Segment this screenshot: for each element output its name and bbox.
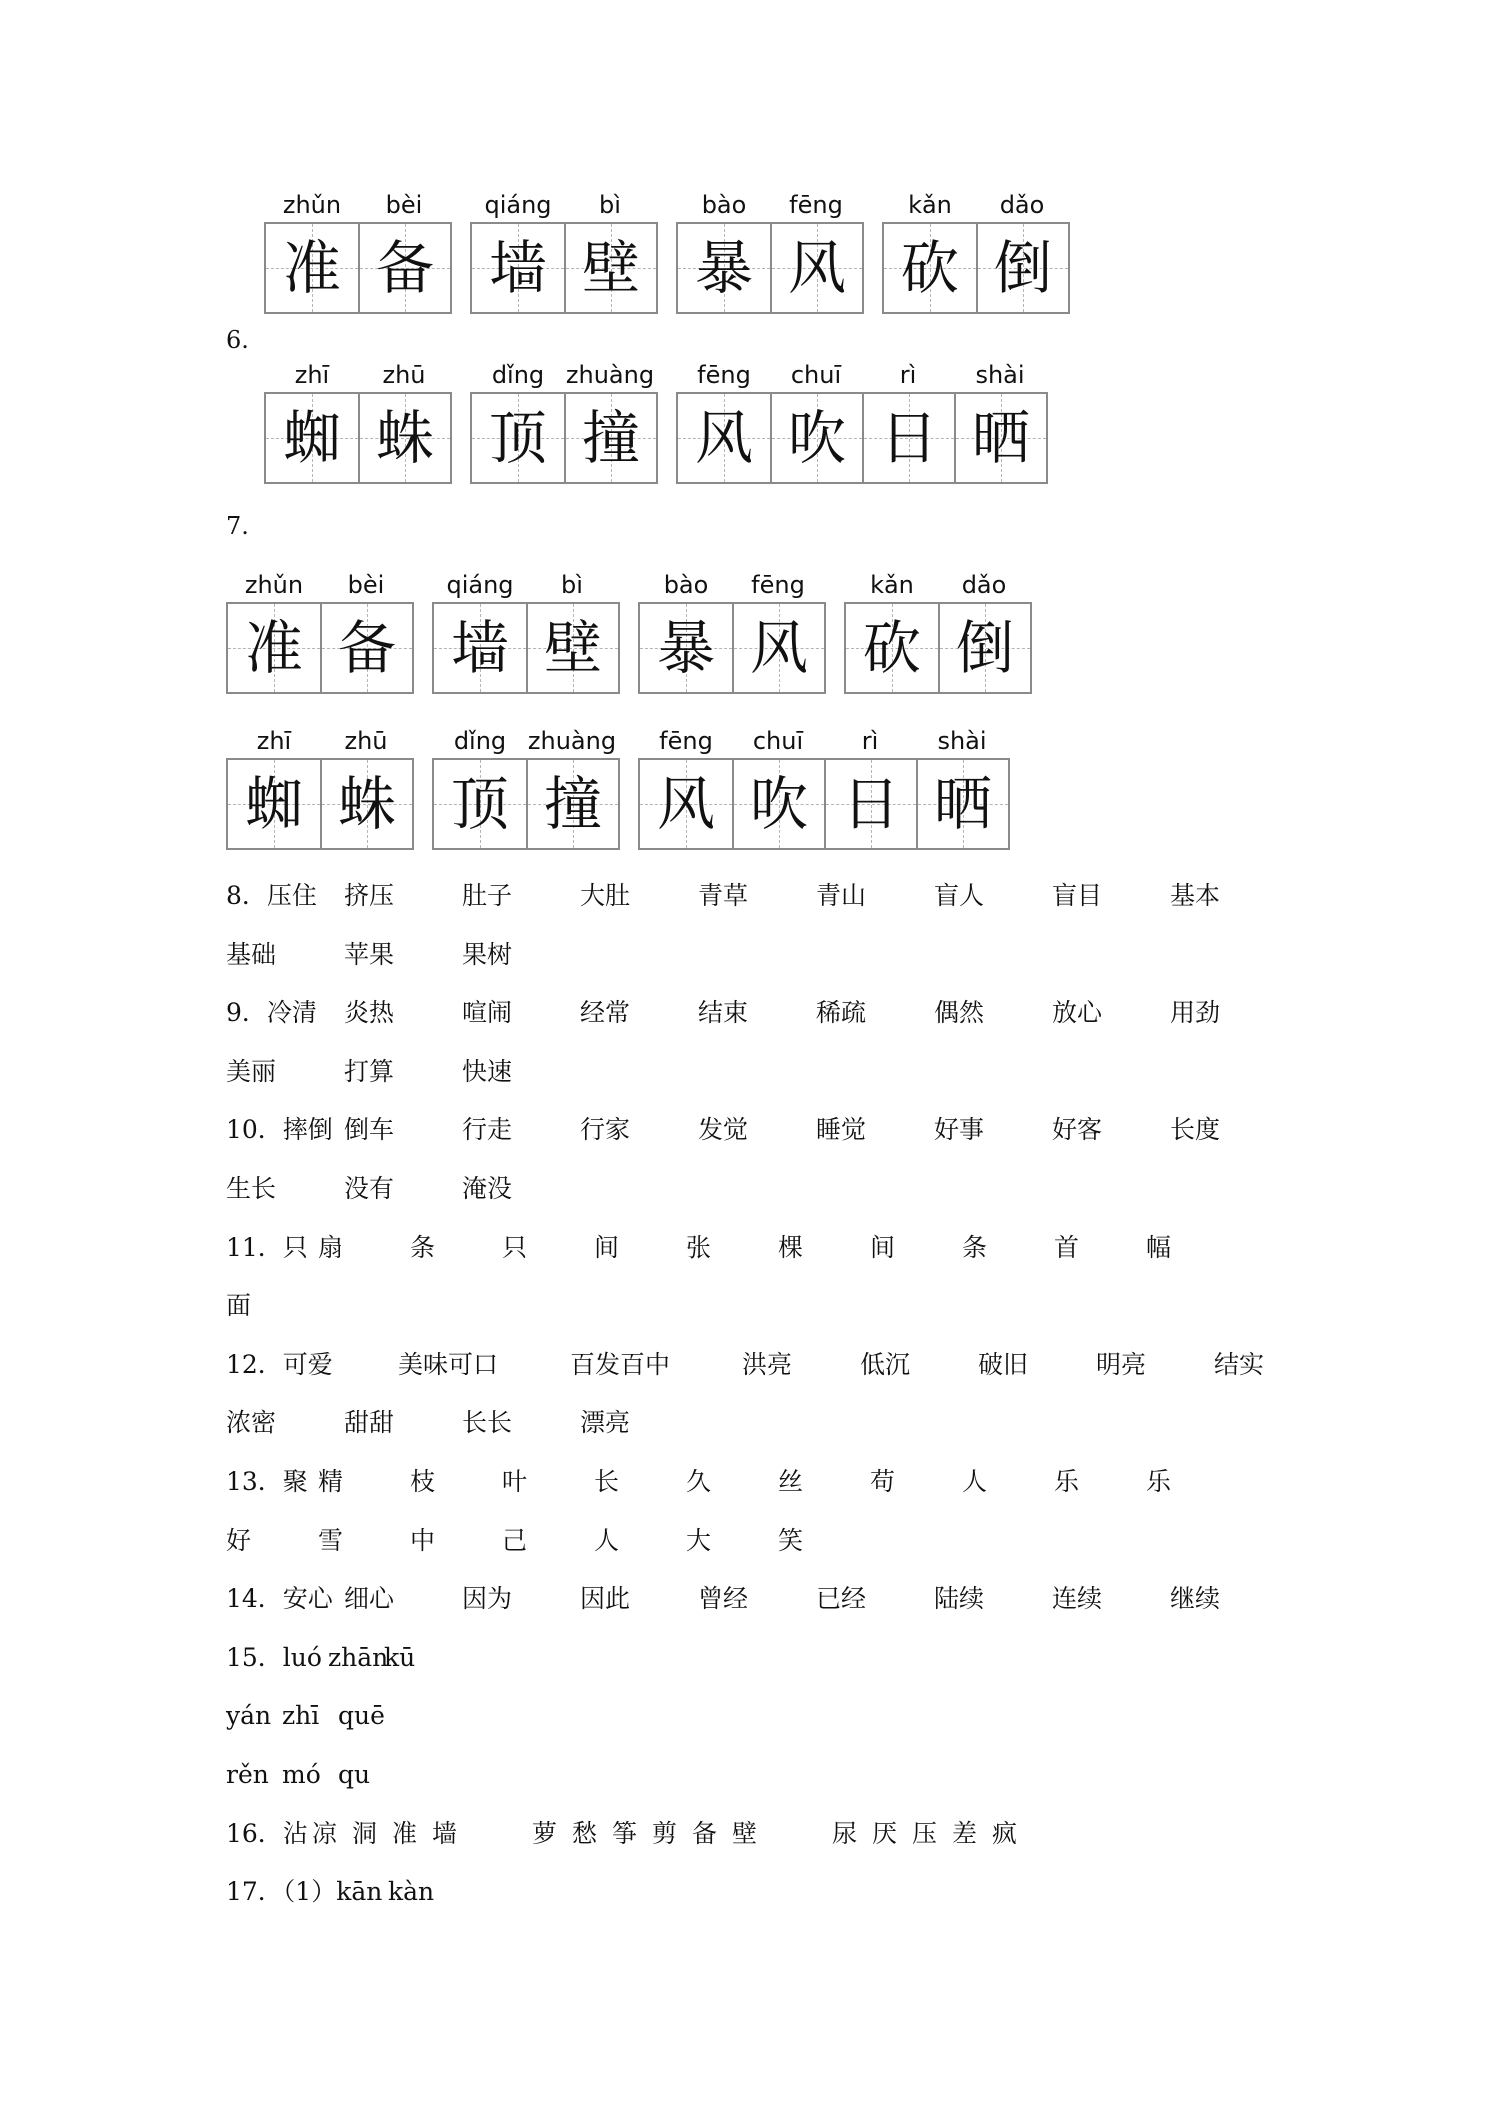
hanzi-char: 壁 xyxy=(581,234,640,302)
answer-item: zhān xyxy=(328,1643,389,1672)
answer-item: 快速 xyxy=(462,1057,513,1086)
pinyin-syllable: zhī xyxy=(256,727,292,755)
word-group xyxy=(264,360,452,516)
hanzi-char: 撞 xyxy=(543,770,602,838)
tianzige-box xyxy=(638,602,826,694)
answer-item: 愁 xyxy=(572,1819,598,1848)
answer-item: 12．可爱 xyxy=(226,1350,333,1379)
pinyin-syllable: shài xyxy=(975,361,1025,389)
answer-item: 明亮 xyxy=(1096,1350,1147,1379)
word-group xyxy=(470,360,658,516)
answer-item: 美味可口 xyxy=(398,1350,499,1379)
answer-item: 己 xyxy=(502,1526,528,1555)
tianzige-box xyxy=(638,758,1010,850)
answer-item: 幅 xyxy=(1146,1233,1172,1262)
hanzi-cell xyxy=(640,604,732,692)
hanzi-cell xyxy=(770,394,862,482)
pinyin-syllable: rì xyxy=(861,727,879,755)
answer-item: 长 xyxy=(594,1467,620,1496)
answer-item: 结束 xyxy=(698,998,749,1027)
pinyin-syllable: bì xyxy=(561,571,583,599)
word-group xyxy=(226,726,414,882)
answer-item: 放心 xyxy=(1052,998,1103,1027)
answer-item: 细心 xyxy=(344,1584,395,1613)
pinyin-syllable: kǎn xyxy=(870,571,914,599)
answer-item: 凉 xyxy=(312,1819,338,1848)
tianzige-box xyxy=(226,602,414,694)
answer-item: kū xyxy=(384,1643,416,1672)
answer-item: 间 xyxy=(870,1233,896,1262)
answer-item: 偶然 xyxy=(934,998,985,1027)
hanzi-char: 晒 xyxy=(971,404,1030,472)
word-group xyxy=(432,726,620,882)
hanzi-char: 砍 xyxy=(900,234,959,302)
word-group xyxy=(432,570,620,726)
answer-item: 疯 xyxy=(992,1819,1018,1848)
answer-item: 行走 xyxy=(462,1115,513,1144)
hanzi-cell xyxy=(678,224,770,312)
tianzige-box xyxy=(676,392,1048,484)
hanzi-cell xyxy=(472,394,564,482)
tianzige-box xyxy=(882,222,1070,314)
pinyin-syllable: chuī xyxy=(790,361,842,389)
hanzi-cell xyxy=(434,604,526,692)
answer-item: 基本 xyxy=(1170,881,1221,910)
answer-item: mó xyxy=(282,1760,321,1789)
answer-item: 因为 xyxy=(462,1584,513,1613)
hanzi-cell xyxy=(846,604,938,692)
answer-item: 已经 xyxy=(816,1584,867,1613)
word-group xyxy=(226,570,414,726)
hanzi-char: 暴 xyxy=(694,234,753,302)
answer-item: 挤压 xyxy=(344,881,395,910)
hanzi-char: 风 xyxy=(694,404,753,472)
answer-item: 筝 xyxy=(612,1819,638,1848)
answer-item: 基础 xyxy=(226,940,277,969)
pinyin-syllable: zhī xyxy=(294,361,330,389)
tianzige-box xyxy=(432,602,620,694)
answer-item: 经常 xyxy=(580,998,631,1027)
answer-item: 因此 xyxy=(580,1584,631,1613)
answer-item: 继续 xyxy=(1170,1584,1221,1613)
hanzi-char: 倒 xyxy=(993,234,1052,302)
answer-item: 结实 xyxy=(1214,1350,1265,1379)
answer-item: yán xyxy=(226,1701,272,1730)
answer-item: 稀疏 xyxy=(816,998,867,1027)
hanzi-cell xyxy=(770,224,862,312)
answer-item: 枝 xyxy=(410,1467,436,1496)
pinyin-syllable: fēng xyxy=(697,361,751,389)
pinyin-syllable: fēng xyxy=(789,191,843,219)
answer-item: 连续 xyxy=(1052,1584,1103,1613)
answer-item: 剪 xyxy=(652,1819,678,1848)
answer-item: 首 xyxy=(1054,1233,1080,1262)
answer-item: 久 xyxy=(686,1467,712,1496)
answer-item: 雪 xyxy=(318,1526,344,1555)
hanzi-char: 墙 xyxy=(450,614,509,682)
hanzi-char: 砍 xyxy=(862,614,921,682)
word-group xyxy=(676,190,864,346)
word-group xyxy=(676,360,1048,516)
answer-item: rěn xyxy=(226,1760,269,1789)
answer-item: 青草 xyxy=(698,881,749,910)
answer-item: 生长 xyxy=(226,1174,277,1203)
hanzi-cell xyxy=(266,224,358,312)
pinyin-syllable: fēng xyxy=(659,727,713,755)
hanzi-char: 暴 xyxy=(656,614,715,682)
hanzi-cell xyxy=(434,760,526,848)
pinyin-syllable: dǎo xyxy=(999,191,1045,219)
pinyin-syllable: kǎn xyxy=(908,191,952,219)
answer-item: 浓密 xyxy=(226,1408,277,1437)
pinyin-syllable: zhū xyxy=(382,361,426,389)
tianzige-box xyxy=(264,392,452,484)
answer-item: 破旧 xyxy=(978,1350,1029,1379)
answer-item: 低沉 xyxy=(860,1350,911,1379)
answer-item: 壁 xyxy=(732,1819,758,1848)
answer-item: 笑 xyxy=(778,1526,804,1555)
answer-item: 13．聚 xyxy=(226,1467,308,1496)
answer-item: 条 xyxy=(962,1233,988,1262)
answer-item: 人 xyxy=(962,1467,988,1496)
pinyin-syllable: zhǔn xyxy=(282,191,342,219)
answer-item: 14．安心 xyxy=(226,1584,333,1613)
word-group xyxy=(882,190,1070,346)
hanzi-char: 倒 xyxy=(955,614,1014,682)
answer-item: 备 xyxy=(692,1819,718,1848)
answer-item: 好 xyxy=(226,1526,252,1555)
answer-item: 睡觉 xyxy=(816,1115,867,1144)
hanzi-char: 顶 xyxy=(488,404,547,472)
answer-item: 16．沾 xyxy=(226,1819,308,1848)
hanzi-cell xyxy=(526,604,618,692)
answer-item: 差 xyxy=(952,1819,978,1848)
pinyin-syllable: qiáng xyxy=(446,571,514,599)
pinyin-syllable: shài xyxy=(937,727,987,755)
word-group xyxy=(638,570,826,726)
answer-item: 间 xyxy=(594,1233,620,1262)
hanzi-char: 撞 xyxy=(581,404,640,472)
word-group xyxy=(264,190,452,346)
hanzi-char: 日 xyxy=(841,770,900,838)
hanzi-cell xyxy=(564,224,656,312)
answer-item: 中 xyxy=(410,1526,436,1555)
hanzi-cell xyxy=(472,224,564,312)
pinyin-syllable: bào xyxy=(701,191,747,219)
answer-item: 乐 xyxy=(1146,1467,1172,1496)
tianzige-box xyxy=(264,222,452,314)
answer-item: 苹果 xyxy=(344,940,395,969)
hanzi-cell xyxy=(732,760,824,848)
pinyin-syllable: dǐng xyxy=(491,361,545,389)
word-group xyxy=(844,570,1032,726)
question-6-label: 6. xyxy=(226,326,249,354)
tianzige-box xyxy=(470,392,658,484)
pinyin-syllable: bào xyxy=(663,571,709,599)
hanzi-char: 蛛 xyxy=(375,404,434,472)
hanzi-cell xyxy=(640,760,732,848)
answer-item: qu xyxy=(338,1760,371,1789)
answer-item: 陆续 xyxy=(934,1584,985,1613)
hanzi-cell xyxy=(938,604,1030,692)
pinyin-syllable: bì xyxy=(599,191,621,219)
tianzige-box xyxy=(676,222,864,314)
question-7-label: 7. xyxy=(226,512,249,540)
answer-item: 炎热 xyxy=(344,998,395,1027)
answer-item: 长长 xyxy=(462,1408,513,1437)
hanzi-cell xyxy=(358,394,450,482)
answer-item: kàn xyxy=(388,1877,435,1906)
hanzi-char: 顶 xyxy=(450,770,509,838)
answer-item: 叶 xyxy=(502,1467,528,1496)
answer-item: 发觉 xyxy=(698,1115,749,1144)
answer-item: 丝 xyxy=(778,1467,804,1496)
hanzi-char: 晒 xyxy=(933,770,992,838)
answer-item: 准 xyxy=(392,1819,418,1848)
tianzige-box xyxy=(470,222,658,314)
hanzi-char: 备 xyxy=(337,614,396,682)
answer-item: 萝 xyxy=(532,1819,558,1848)
hanzi-cell xyxy=(526,760,618,848)
answer-item: 只 xyxy=(502,1233,528,1262)
answer-item: 青山 xyxy=(816,881,867,910)
hanzi-cell xyxy=(678,394,770,482)
answer-item: 果树 xyxy=(462,940,513,969)
hanzi-cell xyxy=(884,224,976,312)
pinyin-syllable: qiáng xyxy=(484,191,552,219)
hanzi-char: 风 xyxy=(656,770,715,838)
answer-item: 厌 xyxy=(872,1819,898,1848)
answer-item: 长度 xyxy=(1170,1115,1221,1144)
hanzi-cell xyxy=(824,760,916,848)
answer-item: 淹没 xyxy=(462,1174,513,1203)
tianzige-box xyxy=(844,602,1032,694)
answer-item: 甜甜 xyxy=(344,1408,395,1437)
answer-item: 11．只 xyxy=(226,1233,308,1262)
tianzige-box xyxy=(432,758,620,850)
answer-item: 百发百中 xyxy=(570,1350,671,1379)
hanzi-cell xyxy=(320,604,412,692)
hanzi-char: 风 xyxy=(787,234,846,302)
answer-item: 肚子 xyxy=(462,881,513,910)
hanzi-char: 墙 xyxy=(488,234,547,302)
answer-item: 17．（1）kān xyxy=(226,1877,383,1906)
pinyin-syllable: dǎo xyxy=(961,571,1007,599)
hanzi-char: 吹 xyxy=(787,404,846,472)
answer-item: 棵 xyxy=(778,1233,804,1262)
answer-item: 10．摔倒 xyxy=(226,1115,333,1144)
hanzi-char: 蜘 xyxy=(244,770,303,838)
answer-item: 没有 xyxy=(344,1174,395,1203)
pinyin-syllable: fēng xyxy=(751,571,805,599)
answer-item: 大肚 xyxy=(580,881,631,910)
answer-item: 好客 xyxy=(1052,1115,1103,1144)
hanzi-cell xyxy=(228,760,320,848)
answer-item: 好事 xyxy=(934,1115,985,1144)
answer-item: 行家 xyxy=(580,1115,631,1144)
answer-item: 大 xyxy=(686,1526,712,1555)
answer-item: 墙 xyxy=(432,1819,458,1848)
answer-item: 精 xyxy=(318,1467,344,1496)
answer-item: 盲人 xyxy=(934,881,985,910)
answer-item: quē xyxy=(338,1701,385,1730)
answer-item: 喧闹 xyxy=(462,998,513,1027)
answer-item: 条 xyxy=(410,1233,436,1262)
answer-item: 漂亮 xyxy=(580,1408,631,1437)
answer-item: 压 xyxy=(912,1819,938,1848)
answer-item: 15．luó xyxy=(226,1643,322,1672)
answer-item: 苟 xyxy=(870,1467,896,1496)
answer-item: 倒车 xyxy=(344,1115,395,1144)
hanzi-char: 日 xyxy=(879,404,938,472)
hanzi-char: 准 xyxy=(244,614,303,682)
pinyin-syllable: zhuàng xyxy=(527,727,617,755)
pinyin-syllable: zhuàng xyxy=(565,361,655,389)
hanzi-char: 准 xyxy=(282,234,341,302)
hanzi-cell xyxy=(358,224,450,312)
hanzi-char: 壁 xyxy=(543,614,602,682)
hanzi-cell xyxy=(862,394,954,482)
pinyin-syllable: dǐng xyxy=(453,727,507,755)
answer-item: 张 xyxy=(686,1233,712,1262)
answer-item: 打算 xyxy=(344,1057,395,1086)
hanzi-cell xyxy=(954,394,1046,482)
answer-item: zhī xyxy=(282,1701,320,1730)
pinyin-syllable: bèi xyxy=(347,571,385,599)
hanzi-cell xyxy=(564,394,656,482)
answer-item: 面 xyxy=(226,1291,252,1320)
answer-item: 洞 xyxy=(352,1819,378,1848)
hanzi-cell xyxy=(266,394,358,482)
hanzi-char: 风 xyxy=(749,614,808,682)
hanzi-cell xyxy=(976,224,1068,312)
hanzi-char: 蜘 xyxy=(282,404,341,472)
hanzi-char: 蛛 xyxy=(337,770,396,838)
answer-item: 乐 xyxy=(1054,1467,1080,1496)
answer-item: 8．压住 xyxy=(226,881,317,910)
answer-item: 曾经 xyxy=(698,1584,749,1613)
hanzi-char: 备 xyxy=(375,234,434,302)
answer-item: 用劲 xyxy=(1170,998,1221,1027)
hanzi-cell xyxy=(732,604,824,692)
answer-item: 洪亮 xyxy=(742,1350,793,1379)
answer-item: 人 xyxy=(594,1526,620,1555)
pinyin-syllable: chuī xyxy=(752,727,804,755)
answer-item: 9．冷清 xyxy=(226,998,317,1027)
word-group xyxy=(638,726,1010,882)
hanzi-char: 吹 xyxy=(749,770,808,838)
pinyin-syllable: zhǔn xyxy=(244,571,304,599)
pinyin-syllable: bèi xyxy=(385,191,423,219)
answer-item: 扇 xyxy=(318,1233,344,1262)
pinyin-syllable: rì xyxy=(899,361,917,389)
answer-item: 美丽 xyxy=(226,1057,277,1086)
hanzi-cell xyxy=(320,760,412,848)
hanzi-cell xyxy=(916,760,1008,848)
hanzi-cell xyxy=(228,604,320,692)
word-group xyxy=(470,190,658,346)
answer-item: 盲目 xyxy=(1052,881,1103,910)
answer-item: 尿 xyxy=(832,1819,858,1848)
pinyin-syllable: zhū xyxy=(344,727,388,755)
tianzige-box xyxy=(226,758,414,850)
